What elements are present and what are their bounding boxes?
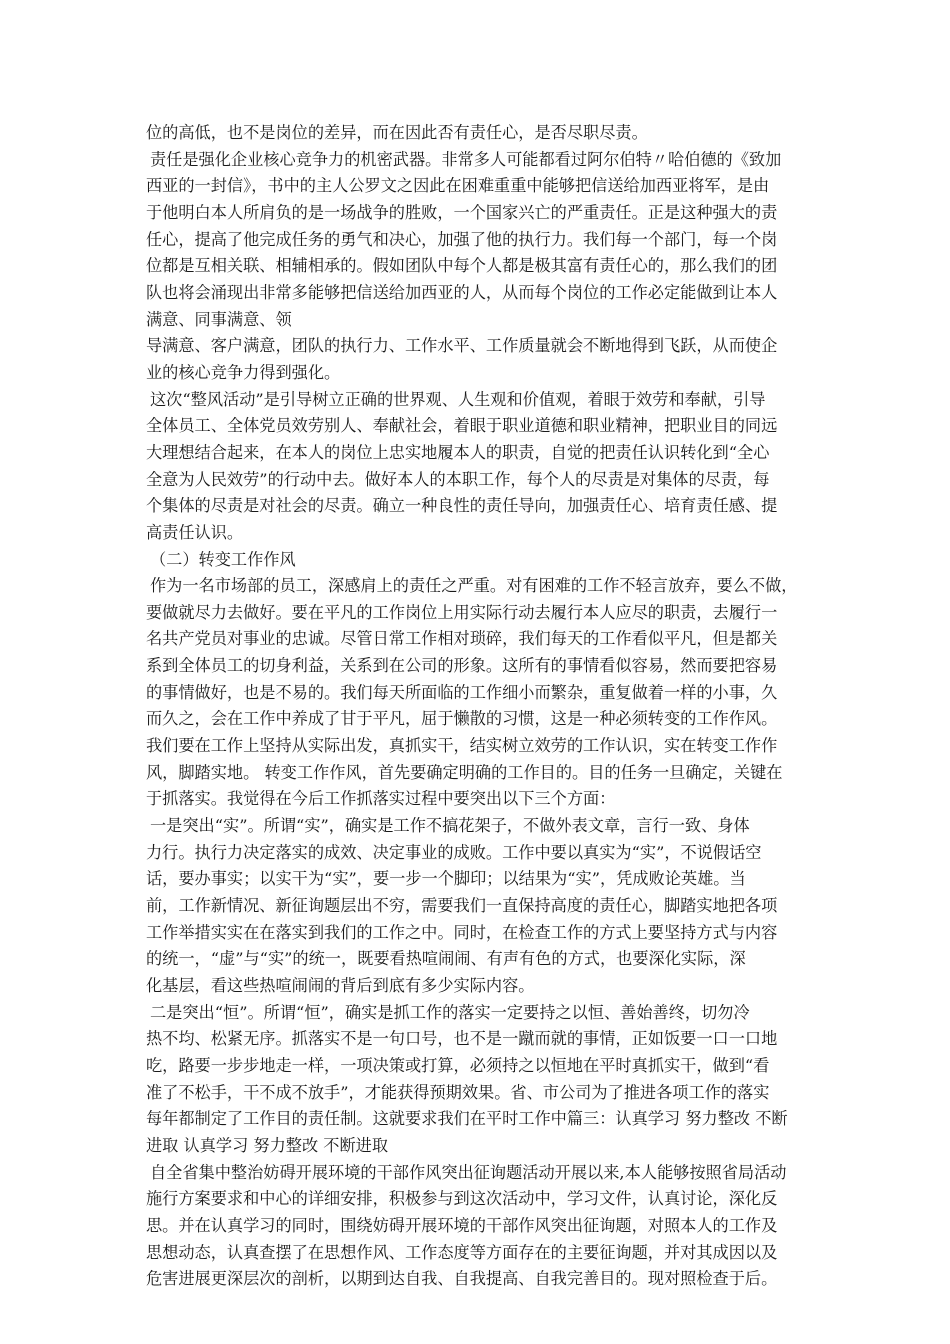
text-line: 位都是互相关联、相辅相承的。假如团队中每个人都是极其富有责任心的，那么我们的团 bbox=[146, 256, 778, 276]
text-line: 名共产党员对事业的忠诚。尽管日常工作相对琐碎，我们每天的工作看似平凡，但是都关 bbox=[146, 629, 778, 649]
text-line: 一是突出“实”。所谓“实”，确实是工作不搞花架子，不做外表文章，言行一致、身体 bbox=[150, 816, 750, 836]
text-line: 施行方案要求和中心的详细安排，积极参与到这次活动中，学习文件，认真讨论，深化反 bbox=[146, 1189, 778, 1209]
text-line: 西亚的一封信》，书中的主人公罗文之因此在困难重重中能够把信送给加西亚将军，是由 bbox=[146, 176, 770, 196]
text-line: 于他明白本人所肩负的是一场战争的胜败，一个国家兴亡的严重责任。正是这种强大的责 bbox=[146, 202, 778, 222]
text-line: 系到全体员工的切身利益，关系到在公司的形象。这所有的事情看似容易，然而要把容易 bbox=[146, 656, 778, 676]
text-line: 进取 认真学习 努力整改 不断进取 bbox=[146, 1135, 389, 1155]
text-line: 要做就尽力去做好。要在平凡的工作岗位上用实际行动去履行本人应尽的职责，去履行一 bbox=[146, 602, 778, 622]
text-line: 力行。执行力决定落实的成效、决定事业的成败。工作中要以真实为“实”，不说假话空 bbox=[146, 842, 762, 862]
text-line: 的统一，“虚”与“实”的统一，既要看热喧闹闹、有声有色的方式，也要深化实际，深 bbox=[146, 949, 746, 969]
text-line: 工作举措实实在在落实到我们的工作之中。同时，在检查工作的方式上要坚持方式与内容 bbox=[146, 922, 778, 942]
text-line: 导满意、客户满意，团队的执行力、工作水平、工作质量就会不断地得到飞跃，从而使企 bbox=[146, 336, 778, 356]
text-line: 大理想结合起来，在本人的岗位上忠实地履本人的职责，自觉的把责任认识转化到“全心 bbox=[146, 442, 770, 462]
text-line: 责任是强化企业核心竞争力的机密武器。非常多人可能都看过阿尔伯特〃哈伯德的《致加 bbox=[150, 149, 782, 169]
text-line: 满意、同事满意、领 bbox=[146, 309, 292, 329]
text-line: 热不均、松紧无序。抓落实不是一句口号，也不是一蹴而就的事情，正如饭要一口一口地 bbox=[146, 1029, 778, 1049]
text-line: 风，脚踏实地。 转变工作作风，首先要确定明确的工作目的。目的任务一旦确定，关键在 bbox=[146, 762, 783, 782]
section-heading: （二）转变工作作风 bbox=[150, 549, 296, 569]
text-line: 危害进展更深层次的剖析，以期到达自我、自我提高、自我完善目的。现对照检查于后。 bbox=[146, 1269, 778, 1289]
text-line: 每年都制定了工作目的责任制。这就要求我们在平时工作中篇三：认真学习 努力整改 不断 bbox=[146, 1109, 788, 1129]
text-line: 自全省集中整治妨碍开展环境的干部作风突出征询题活动开展以来,本人能够按照省局活动 bbox=[150, 1162, 787, 1182]
text-line: 我们要在工作上坚持从实际出发，真抓实干，结实树立效劳的工作认识，实在转变工作作 bbox=[146, 736, 778, 756]
text-line: 任心，提高了他完成任务的勇气和决心，加强了他的执行力。我们每一个部门，每一个岗 bbox=[146, 229, 778, 249]
text-line: 的事情做好，也是不易的。我们每天所面临的工作细小而繁杂，重复做着一样的小事，久 bbox=[146, 682, 778, 702]
text-line: 个集体的尽责是对社会的尽责。确立一种良性的责任导向，加强责任心、培育责任感、提 bbox=[146, 496, 778, 516]
text-line: 思想动态，认真查摆了在思想作风、工作态度等方面存在的主要征询题，并对其成因以及 bbox=[146, 1242, 778, 1262]
text-line: 二是突出“恒”。所谓“恒”，确实是抓工作的落实一定要持之以恒、善始善终，切勿冷 bbox=[150, 1002, 750, 1022]
text-line: 高责任认识。 bbox=[146, 522, 244, 542]
text-line: 而久之，会在工作中养成了甘于平凡，屈于懒散的习惯，这是一种必须转变的工作作风。 bbox=[146, 709, 778, 729]
text-line: 全体员工、全体党员效劳别人、奉献社会，着眼于职业道德和职业精神，把职业目的同远 bbox=[146, 416, 778, 436]
text-line: 思。并在认真学习的同时，围绕妨碍开展环境的干部作风突出征询题，对照本人的工作及 bbox=[146, 1215, 778, 1235]
document-body bbox=[146, 120, 824, 1293]
text-line: 化基层，看这些热喧闹闹的背后到底有多少实际内容。 bbox=[146, 976, 535, 995]
text-line: 这次“整风活动”是引导树立正确的世界观、人生观和价值观，着眼于效劳和奉献，引导 bbox=[150, 389, 766, 409]
text-line: 话，要办事实；以实干为“实”，要一步一个脚印；以结果为“实”，凭成败论英雄。当 bbox=[146, 869, 746, 889]
text-line: 队也将会涌现出非常多能够把信送给加西亚的人，从而每个岗位的工作必定能做到让本人 bbox=[146, 282, 778, 302]
text-line: 位的高低，也不是岗位的差异，而在因此否有责任心，是否尽职尽责。 bbox=[146, 123, 648, 142]
text-line: 于抓落实。我觉得在今后工作抓落实过程中要突出以下三个方面： bbox=[146, 789, 616, 809]
text-line: 作为一名市场部的员工，深感肩上的责任之严重。对有困难的工作不轻言放弃，要么不做， bbox=[150, 576, 798, 596]
text-line: 前，工作新情况、新征询题层出不穷，需要我们一直保持高度的责任心，脚踏实地把各项 bbox=[146, 896, 778, 916]
text-line: 准了不松手，干不成不放手”，才能获得预期效果。省、市公司为了推进各项工作的落实 bbox=[146, 1082, 770, 1102]
text-line: 业的核心竞争力得到强化。 bbox=[146, 362, 341, 382]
text-line: 吃，路要一步步地走一样，一项决策或打算，必须持之以恒地在平时真抓实干，做到“看 bbox=[146, 1055, 770, 1075]
text-line: 全意为人民效劳”的行动中去。做好本人的本职工作，每个人的尽责是对集体的尽责，每 bbox=[146, 469, 770, 489]
